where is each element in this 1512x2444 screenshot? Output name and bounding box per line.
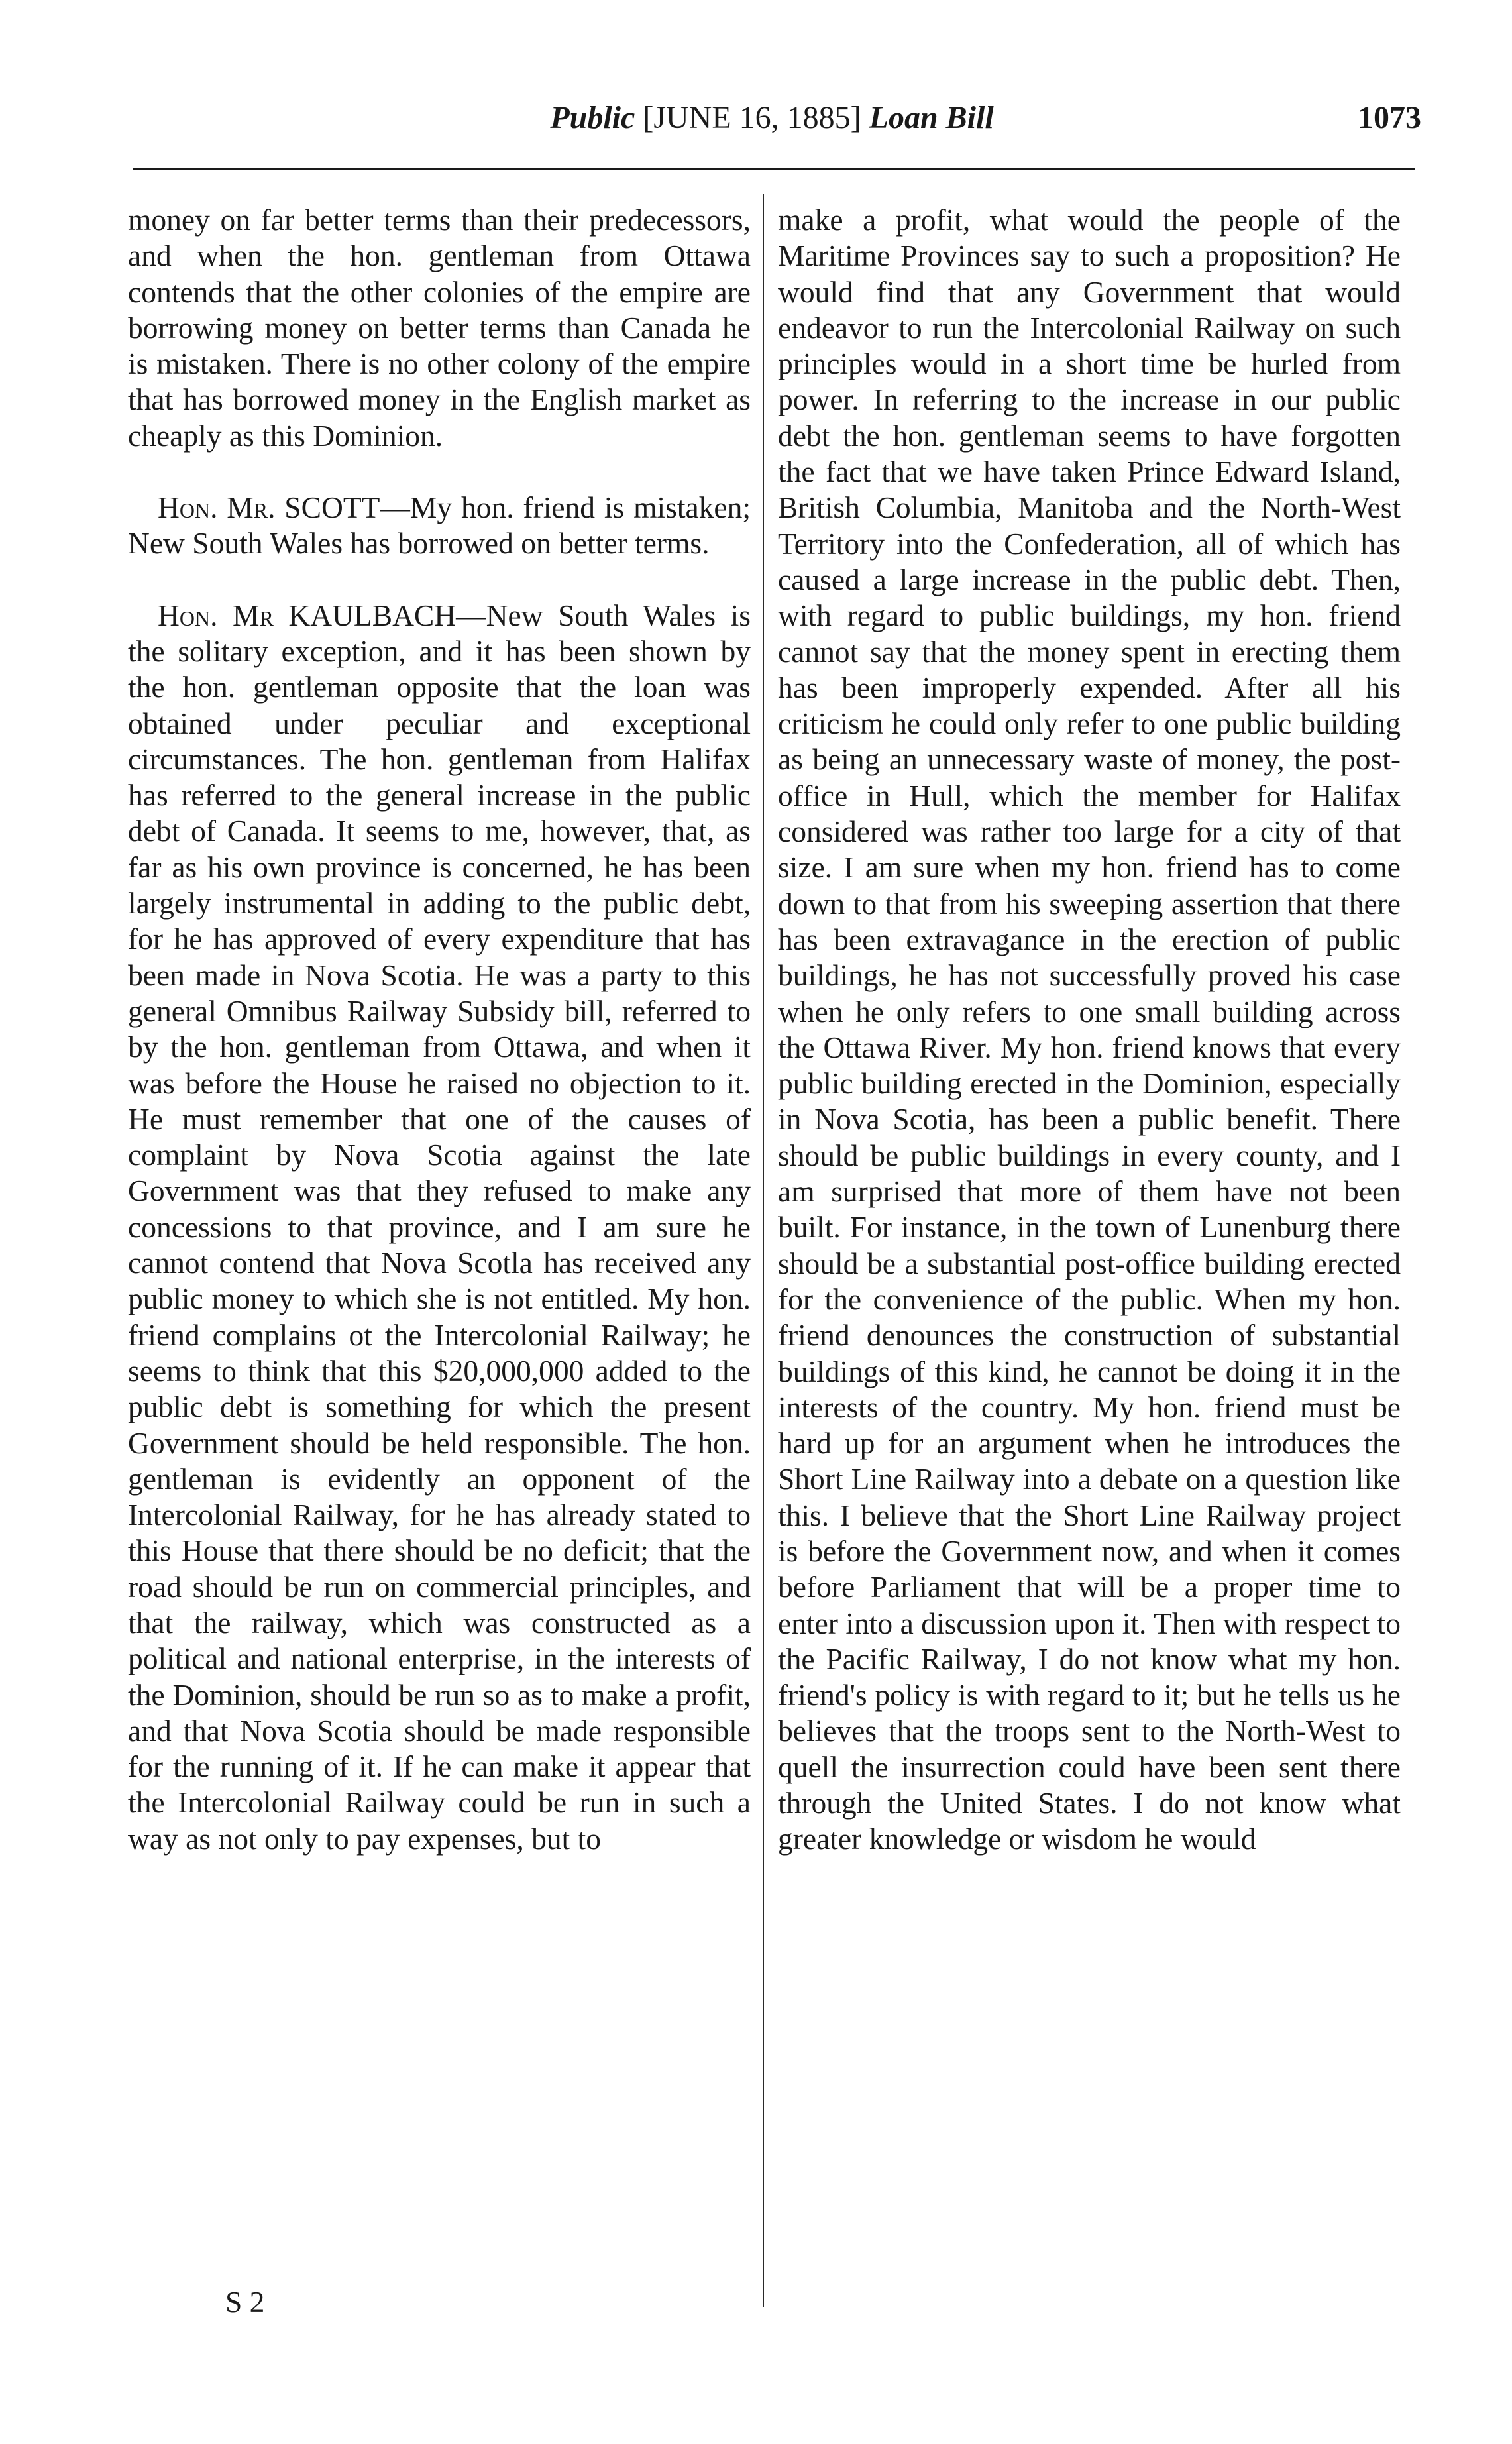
left-paragraph-2-text: —My hon. friend is mistaken; New South Wales has borrowed on better terms. (128, 490, 751, 561)
left-paragraph-3 (128, 598, 751, 1857)
page-number: 1073 (1358, 100, 1421, 135)
signature-mark: S 2 (225, 2285, 265, 2319)
page-header (123, 98, 1421, 138)
left-paragraph-3-text: —New South Wales is the solitary exception, and it has been shown by the hon. gentleman opposite that the loan was obtained under peculiar and exceptional circumstances. The hon. gentleman from Halifax has referred to the general increase in the public debt of Canada. It seems to me, however, that, as far as his own province is concerned, he has been largely instrumental in adding to the public debt, for he has approved of every expenditure that has been made in Nova Scotia. He was a party to this general Omnibus Railway Subsidy bill, referred to by the hon. gentleman from Ottawa, and when it was before the House he raised no objection to it. He must remember that one of the causes of complaint by Nova Scotia against the late Government was that they refused to make any concessions to that province, and I am sure he cannot contend that Nova Scotla has received any public money to which she is not entitled. My hon. friend complains ot the Intercolonial Railway; he seems to think that this $20,000,000 added to the public debt is something for which the present Government should be held responsible. The hon. gentleman is evidently an opponent of the Intercolonial Railway, for he has already stated to this House that there should be no deficit; that the road should be run on commercial principles, and that the railway, which was constructed as a political and national enterprise, in the interests of the Dominion, should be run so as to make a profit, and that Nova Scotia should be made responsible for the running of it. If he can make it appear that the Intercolonial Railway could be run in such a way as not only to pay expenses, but to (128, 598, 751, 1856)
left-paragraph-1: money on far better terms than their predecessors, and when the hon. gentleman from Ottawa contends that the other colonies of the empire are borrowing money on better terms than Canada he is mistaken. There is no other colony of the empire that has borrowed money in the English market as cheaply as this Dominion. (128, 203, 751, 453)
running-head-loan-bill: Loan Bill (869, 100, 994, 135)
speaker-kaulbach: Hon. Mr KAULBACH (158, 598, 457, 632)
running-head-public: Public (550, 100, 635, 135)
left-column (128, 202, 751, 1857)
speaker-scott: Hon. Mr. SCOTT (158, 490, 380, 525)
left-paragraph-2 (128, 490, 751, 562)
running-head (123, 98, 1421, 138)
running-head-date: [JUNE 16, 1885] (643, 100, 861, 135)
column-divider (763, 194, 764, 2307)
header-rule (133, 168, 1415, 170)
right-column (778, 202, 1401, 1858)
right-paragraph-1: make a profit, what would the people of the Maritime Provinces say to such a proposition? He would find that any Government that would endeavor to run the Intercolonial Railway on such principles would in a short time be hurled from power. In referring to the increase in our public debt the hon. gentleman seems to have forgotten the fact that we have taken Prince Edward Island, British Columbia, Manitoba and the North-West Territory into the Confederation, all of which has caused a large increase in the public debt. Then, with regard to public buildings, my hon. friend cannot say that the money spent in erecting them has been improperly expended. After all his criticism he could only refer to one public building as being an unnecessary waste of money, the post-office in Hull, which the member for Halifax considered was rather too large for a city of that size. I am sure when my hon. friend has to come down to that from his sweeping assertion that there has been extravagance in the erection of public buildings, he has not successfully proved his case when he only refers to one small building across the Ottawa River. My hon. friend knows that every public building erected in the Dominion, especially in Nova Scotia, has been a public benefit. There should be public buildings in every county, and I am surprised that more of them have not been built. For instance, in the town of Lunenburg there should be a substantial post-office building erected for the convenience of the public. When my hon. friend denounces the construction of substantial buildings of this kind, he cannot be doing it in the interests of the country. My hon. friend must be hard up for an argument when he introduces the Short Line Railway into a debate on a question like this. I believe that the Short Line Railway project is before the Government now, and when it comes before Parliament that will be a proper time to enter into a discussion upon it. Then with respect to the Pacific Railway, I do not know what my hon. friend's policy is with regard to it; but he tells us he believes that the troops sent to the North-West to quell the insurrection could have been sent there through the United States. I do not know what greater knowledge or wisdom he would (778, 203, 1401, 1856)
